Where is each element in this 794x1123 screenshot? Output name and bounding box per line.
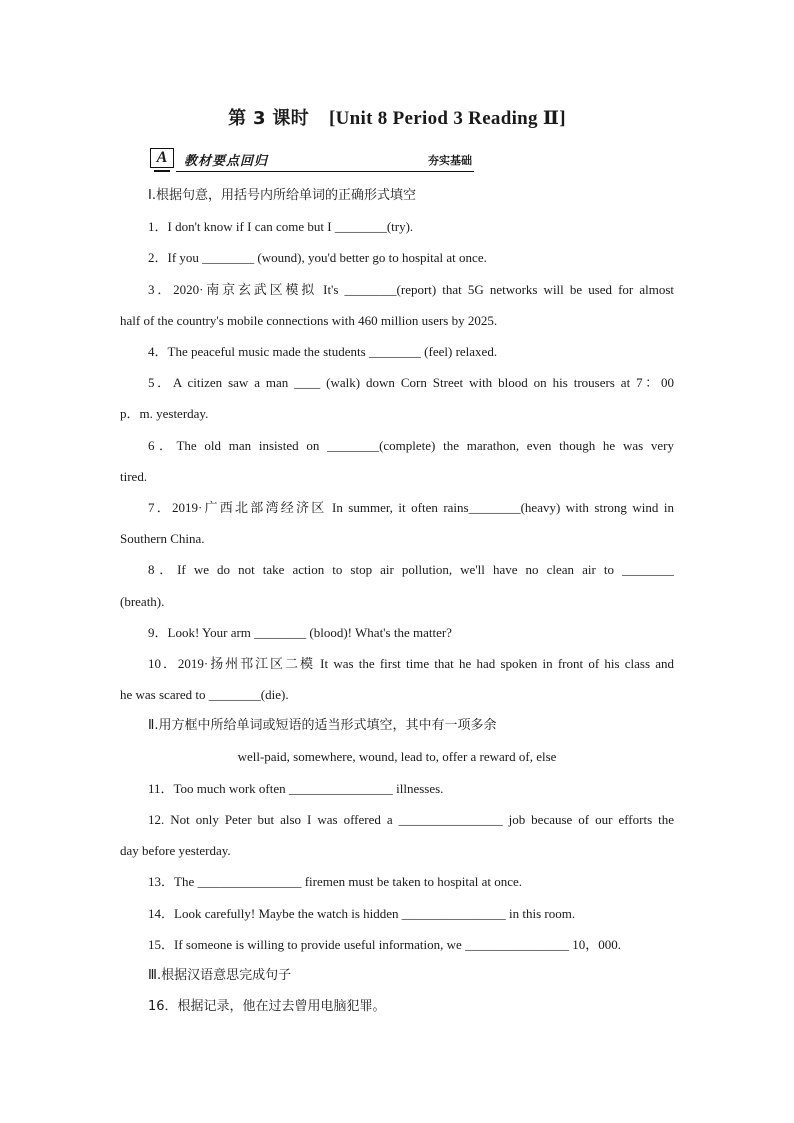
question-14: 14．Look carefully! Maybe the watch is hidden ________________ in this room. <box>148 906 576 921</box>
unit-title: [Unit 8 Period 3 Reading Ⅱ] <box>329 108 566 129</box>
lesson-number: 第 3 课时 <box>228 108 310 129</box>
question-15: 15．If someone is willing to provide useful information, we ________________ 10，000. <box>148 937 622 952</box>
question-8-line1: 8．If we do not take action to stop air pollution, we'll have no clean air to ________ <box>148 562 674 577</box>
banner-divider <box>176 171 474 172</box>
question-6-line1: 6．The old man insisted on ________(complete) the marathon, even though he was very <box>148 438 674 453</box>
word-bank: well-paid, somewhere, wound, lead to, offer a reward of, else <box>237 749 557 764</box>
question-11: 11．Too much work often ________________ illnesses. <box>148 781 444 796</box>
question-4: 4．The peaceful music made the students ________ (feel) relaxed. <box>148 344 498 359</box>
page-title <box>0 104 794 130</box>
question-7-line1: 7．2019·广西北部湾经济区 In summer, it often rains________(heavy) with strong wind in <box>148 500 674 515</box>
question-5-line1: 5．A citizen saw a man ____ (walk) down Corn Street with blood on his trousers at 7：00 <box>148 375 674 390</box>
section1-heading: Ⅰ.根据句意，用括号内所给单词的正确形式填空 <box>148 188 416 203</box>
section-badge-icon: A <box>150 148 174 168</box>
section-banner <box>150 146 474 172</box>
question-8-line2: (breath). <box>120 594 165 609</box>
question-16: 16．根据记录，他在过去曾用电脑犯罪。 <box>148 999 386 1014</box>
banner-tag: 夯实基础 <box>428 154 472 167</box>
question-10-line2: he was scared to ________(die). <box>120 687 289 702</box>
question-5-line2: p．m. yesterday. <box>120 406 209 421</box>
question-3-line2: half of the country's mobile connections with 460 million users by 2025. <box>120 313 498 328</box>
section2-heading: Ⅱ.用方框中所给单词或短语的适当形式填空，其中有一项多余 <box>148 718 497 733</box>
question-10-line1: 10．2019·扬州邗江区二模 It was the first time that he had spoken in front of his class and <box>148 656 674 671</box>
question-2: 2．If you ________ (wound), you'd better go to hospital at once. <box>148 250 487 265</box>
question-1: 1．I don't know if I can come but I ________(try). <box>148 219 414 234</box>
banner-label: 教材要点回归 <box>184 154 269 169</box>
question-7-line2: Southern China. <box>120 531 205 546</box>
question-13: 13．The ________________ firemen must be taken to hospital at once. <box>148 874 523 889</box>
question-12-line1: 12. Not only Peter but also I was offered a ________________ job because of our efforts the <box>148 812 674 827</box>
question-12-line2: day before yesterday. <box>120 843 231 858</box>
section3-heading: Ⅲ.根据汉语意思完成句子 <box>148 968 292 983</box>
question-6-line2: tired. <box>120 469 148 484</box>
question-3-line1: 3．2020·南京玄武区模拟 It's ________(report) that 5G networks will be used for almost <box>148 282 674 297</box>
question-9: 9．Look! Your arm ________ (blood)! What's the matter? <box>148 625 452 640</box>
